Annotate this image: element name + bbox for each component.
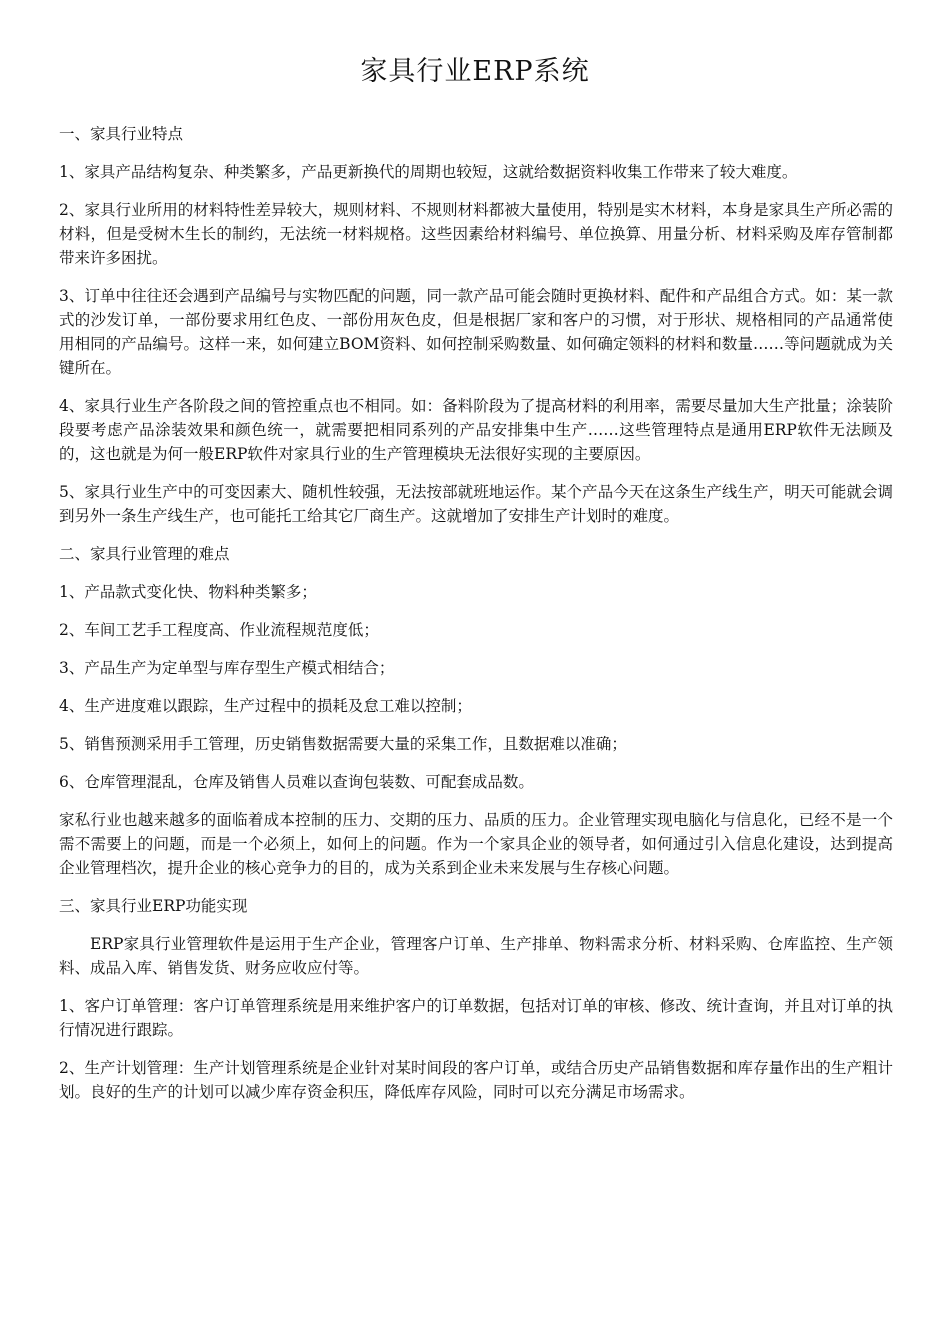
section-intro: ERP家具行业管理软件是运用于生产企业，管理客户订单、生产排单、物料需求分析、材料采购、仓库监控、生产领料、成品入库、销售发货、财务应收应付等。: [59, 935, 893, 977]
section-heading: 一、家具行业特点: [59, 125, 184, 143]
list-item: 4、生产进度难以跟踪，生产过程中的损耗及怠工难以控制；: [59, 697, 472, 715]
paragraph: 1、家具产品结构复杂、种类繁多，产品更新换代的周期也较短，这就给数据资料收集工作带来了较大难度。: [59, 163, 798, 181]
paragraph: 2、家具行业所用的材料特性差异较大，规则材料、不规则材料都被大量使用，特别是实木材料，本身是家具生产所必需的材料，但是受树木生长的制约，无法统一材料规格。这些因素给材料编号、单位换算、用量分析、材料采购及库存管制都带来许多困扰。: [59, 201, 893, 267]
list-item: 1、产品款式变化快、物料种类繁多；: [59, 583, 317, 601]
document-body: [59, 122, 893, 1118]
section-heading: 三、家具行业ERP功能实现: [59, 897, 248, 915]
list-item: 5、销售预测采用手工管理，历史销售数据需要大量的采集工作，且数据难以准确；: [59, 735, 627, 753]
paragraph: 4、家具行业生产各阶段之间的管控重点也不相同。如：备料阶段为了提高材料的利用率，需要尽量加大生产批量；涂装阶段要考虑产品涂装效果和颜色统一，就需要把相同系列的产品安排集中生产……这些管理特点是通用ERP软件无法顾及的，这也就是为何一般ERP软件对家具行业的生产管理模块无法很好实现的主要原因。: [59, 397, 893, 463]
paragraph: 家私行业也越来越多的面临着成本控制的压力、交期的压力、品质的压力。企业管理实现电脑化与信息化，已经不是一个需不需要上的问题，而是一个必须上，如何上的问题。作为一个家具企业的领导者，如何通过引入信息化建设，达到提高企业管理档次，提升企业的核心竞争力的目的，成为关系到企业未来发展与生存核心问题。: [59, 811, 893, 877]
paragraph: 2、生产计划管理：生产计划管理系统是企业针对某时间段的客户订单，或结合历史产品销售数据和库存量作出的生产粗计划。良好的生产的计划可以减少库存资金积压，降低库存风险，同时可以充分满足市场需求。: [59, 1059, 893, 1101]
list-item: 3、产品生产为定单型与库存型生产模式相结合；: [59, 659, 395, 677]
paragraph: 5、家具行业生产中的可变因素大、随机性较强，无法按部就班地运作。某个产品今天在这条生产线生产，明天可能就会调到另外一条生产线生产，也可能托工给其它厂商生产。这就增加了安排生产计划时的难度。: [59, 483, 893, 525]
list-item: 6、仓库管理混乱，仓库及销售人员难以查询包装数、可配套成品数。: [59, 773, 534, 791]
section-heading: 二、家具行业管理的难点: [59, 545, 230, 563]
document-title: 家具行业ERP系统: [360, 56, 590, 87]
paragraph: 3、订单中往往还会遇到产品编号与实物匹配的问题，同一款产品可能会随时更换材料、配件和产品组合方式。如：某一款式的沙发订单，一部份要求用红色皮、一部份用灰色皮，但是根据厂家和客户的习惯，对于形状、规格相同的产品通常使用相同的产品编号。这样一来，如何建立BOM资料、如何控制采购数量、如何确定领料的材料和数量……等问题就成为关键所在。: [59, 287, 893, 377]
list-item: 2、车间工艺手工程度高、作业流程规范度低；: [59, 621, 379, 639]
paragraph: 1、客户订单管理：客户订单管理系统是用来维护客户的订单数据，包括对订单的审核、修改、统计查询，并且对订单的执行情况进行跟踪。: [59, 997, 893, 1039]
